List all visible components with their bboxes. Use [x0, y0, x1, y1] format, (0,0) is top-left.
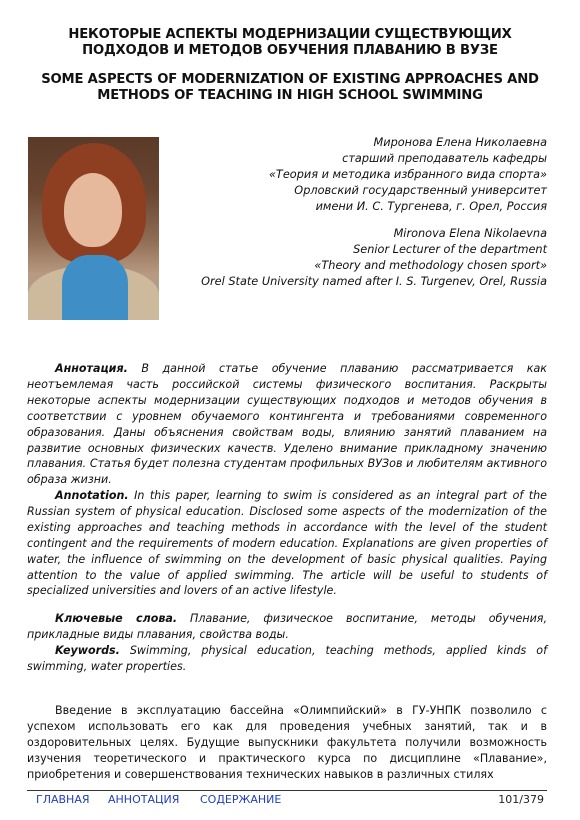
footer-link-main[interactable]: ГЛАВНАЯ: [36, 793, 90, 806]
keywords-russian: [27, 611, 547, 643]
author-department: «Теория и методика избранного вида спорта»: [268, 168, 547, 181]
author-university: Orel State University named after I. S. Turgenev, Orel, Russia: [201, 275, 547, 288]
keywords-text: Swimming, physical education, teaching methods, applied kinds of swimming, water properties.: [27, 644, 547, 673]
body-paragraph: Введение в эксплуатацию бассейна «Олимпийский» в ГУ-УНПК позволило с успехом использовать его как для проведения учебных занятий, так и в оздоровительных целях. Будущие выпускники факультета получили возможность изучения теоретического и практического курса по дисциплине «Плавание», приобретения и совершенствования технических навыков в различных стилях: [27, 704, 547, 781]
abstract-text: In this paper, learning to swim is considered as an integral part of the Russian system of physical education. Disclosed some aspects of the modernization of the existing approaches and teaching methods in accordance with the level of the student contingent and the requirements of modern education. Explanations are given properties of water, the influence of swimming on the development of basic physical qualities. Paying attention to the value of applied swimming. The article will be useful to students of specialized universities and lovers of an active lifestyle.: [27, 489, 547, 598]
keywords-label: Ключевые слова.: [55, 612, 178, 625]
author-name: Mironova Elena Nikolaevna: [393, 227, 547, 240]
page-number: 101/379: [498, 793, 544, 806]
title-english: SOME ASPECTS OF MODERNIZATION OF EXISTING APPROACHES AND METHODS OF TEACHING IN HIGH SCHOOL SWIMMING: [41, 72, 539, 103]
author-department: «Theory and methodology chosen sport»: [314, 259, 547, 272]
abstract-label: Annotation.: [55, 489, 129, 502]
author-university: Орловский государственный университет: [294, 184, 547, 197]
footer-divider: [27, 790, 547, 791]
photo-scarf: [62, 255, 128, 320]
author-location: имени И. С. Тургенева, г. Орел, Россия: [315, 200, 547, 213]
footer-link-contents[interactable]: СОДЕРЖАНИЕ: [200, 793, 282, 806]
footer-nav: [0, 792, 580, 810]
footer-link-abstract[interactable]: АННОТАЦИЯ: [108, 793, 180, 806]
photo-face: [64, 173, 122, 247]
author-name: Миронова Елена Николаевна: [373, 136, 547, 149]
keywords-label: Keywords.: [55, 644, 120, 657]
abstract-russian: [27, 361, 547, 488]
author-info-russian: [167, 135, 547, 215]
keywords-english: [27, 643, 547, 675]
author-position: старший преподаватель кафедры: [342, 152, 547, 165]
abstract-english: [27, 488, 547, 599]
abstract-text: В данной статье обучение плаванию рассматривается как неотъемлемая часть российской системы физического воспитания. Раскрыты некоторые аспекты модернизации существующих подходов и методов обучения в соответствии с уровнем обучаемого контингента и требованиями современного образования. Даны объяснения свойствам воды, влиянию занятий плаванием на развитие основных физических качеств. Уделено внимание прикладному значению плавания. Статья будет полезна студентам профильных ВУЗов и любителям активного образа жизни.: [27, 362, 547, 487]
keywords-text: Плавание, физическое воспитание, методы обучения, прикладные виды плавания, свойства воды.: [27, 612, 547, 641]
title-russian: НЕКОТОРЫЕ АСПЕКТЫ МОДЕРНИЗАЦИИ СУЩЕСТВУЮЩИХ ПОДХОДОВ И МЕТОДОВ ОБУЧЕНИЯ ПЛАВАНИЮ В ВУЗЕ: [68, 27, 512, 58]
author-info-english: [167, 226, 547, 290]
author-position: Senior Lecturer of the department: [353, 243, 547, 256]
abstract-label: Аннотация.: [55, 362, 128, 375]
author-photo: [28, 137, 159, 320]
